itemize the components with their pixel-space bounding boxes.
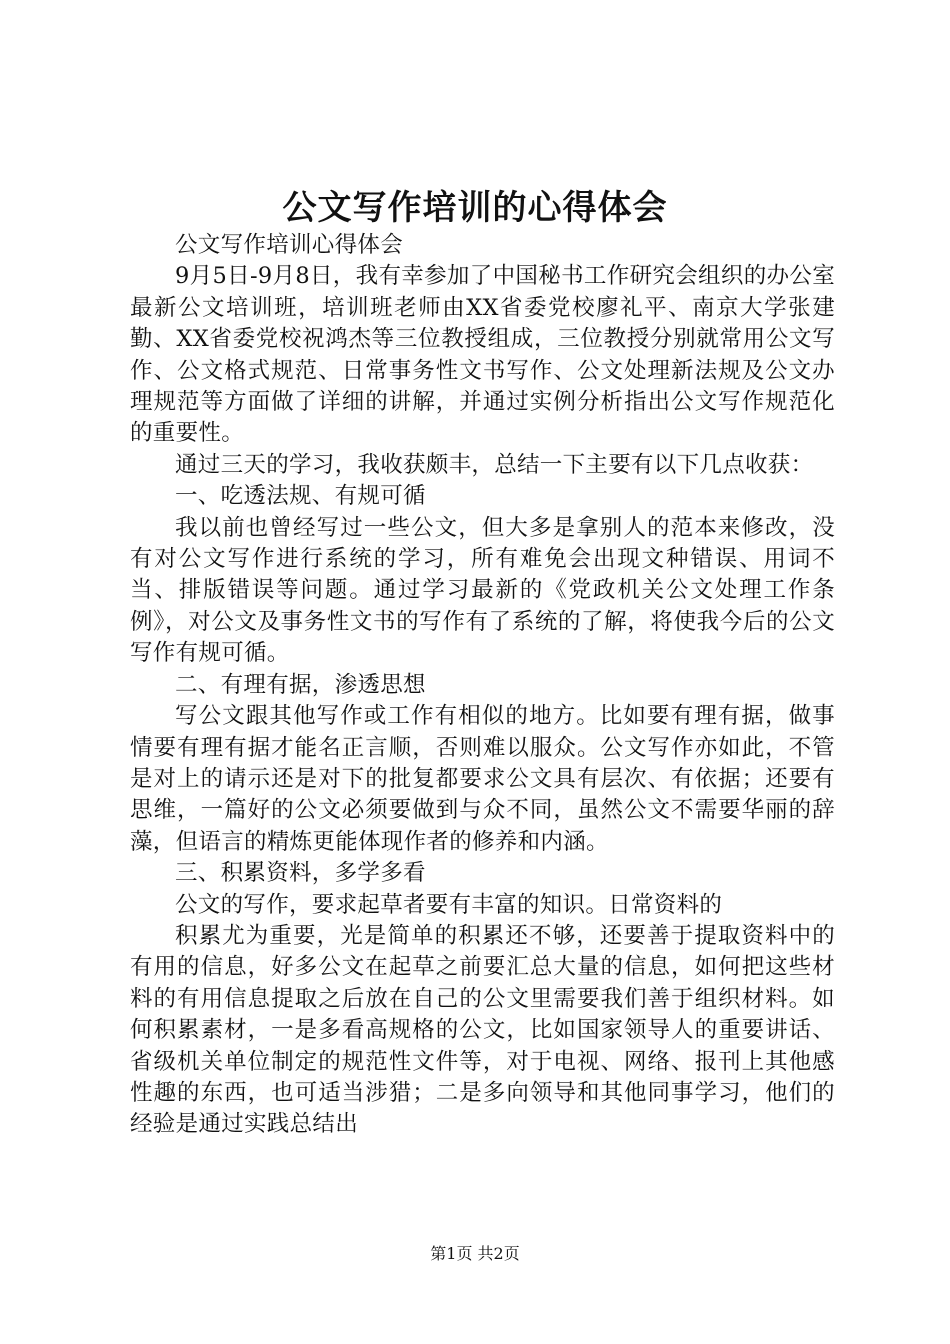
paragraph-summary: 通过三天的学习，我收获颇丰，总结一下主要有以下几点收获：: [175, 451, 814, 478]
section-heading-2: 二、有理有据，渗透思想: [175, 671, 426, 698]
document-title: 公文写作培训的心得体会: [282, 188, 668, 228]
paragraph-section-3a: 公文的写作，要求起草者要有丰富的知识。日常资料的: [175, 891, 723, 918]
paragraph-intro: 9月5日-9月8日，我有幸参加了中国秘书工作研究会组织的办公室最新公文培训班，培训班老师由XX省委党校廖礼平、南京大学张建勤、XX省委党校祝鸿杰等三位教授组成，三位教授分别就常用公文写作、公文格式规范、日常事务性文书写作、公文处理新法规及公文办理规范等方面做了详细的讲解，并通过实例分析指出公文写作规范化的重要性。: [130, 263, 835, 447]
paragraph-section-2: 写公文跟其他写作或工作有相似的地方。比如要有理有据，做事情要有理有据才能名正言顺，否则难以服众。公文写作亦如此，不管是对上的请示还是对下的批复都要求公文具有层次、有依据；还要有思维，一篇好的公文必须要做到与众不同，虽然公文不需要华丽的辞藻，但语言的精炼更能体现作者的修养和内涵。: [130, 703, 835, 855]
paragraph-section-1: 我以前也曾经写过一些公文，但大多是拿别人的范本来修改，没有对公文写作进行系统的学习，所有难免会出现文种错误、用词不当、排版错误等问题。通过学习最新的《党政机关公文处理工作条例》，对公文及事务性文书的写作有了系统的了解，将使我今后的公文写作有规可循。: [130, 514, 835, 667]
paragraph-section-3b: 积累尤为重要，光是简单的积累还不够，还要善于提取资料中的有用的信息，好多公文在起草之前要汇总大量的信息，如何把这些材料的有用信息提取之后放在自己的公文里需要我们善于组织材料。如何积累素材，一是多看高规格的公文，比如国家领导人的重要讲话、省级机关单位制定的规范性文件等，对于电视、网络、报刊上其他感性趣的东西，也可适当涉猎；二是多向领导和其他同事学习，他们的经验是通过实践总结出: [130, 922, 835, 1138]
document-body: [130, 230, 835, 1141]
section-heading-3: 三、积累资料，多学多看: [175, 860, 426, 887]
paragraph-subtitle: 公文写作培训心得体会: [175, 232, 404, 258]
section-heading-1: 一、吃透法规、有规可循: [175, 483, 426, 510]
page-footer: 第1页 共2页: [430, 1244, 520, 1263]
